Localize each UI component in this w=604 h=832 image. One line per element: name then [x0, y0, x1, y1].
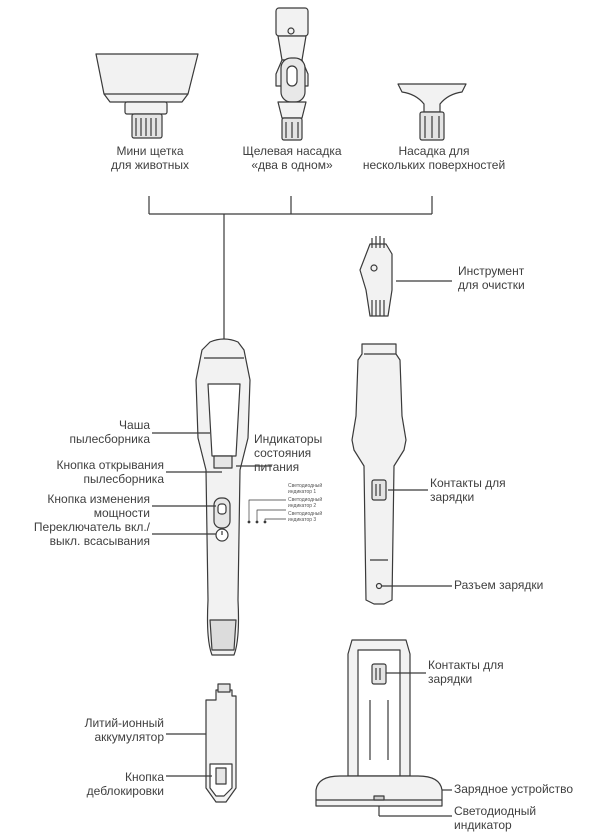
label-mini-brush [92, 144, 208, 172]
label-line: Переключатель вкл./ [33, 520, 150, 534]
label-charge-contacts-back [430, 476, 506, 504]
label-line: Контакты для [428, 658, 504, 672]
cleaning-tool [360, 236, 452, 316]
label-line: пылесборника [69, 432, 150, 446]
label-line: зарядки [430, 490, 475, 504]
label-power-mode [20, 492, 150, 520]
label-line: индикатор 3 [288, 517, 317, 523]
label-line: Чаша [119, 418, 150, 432]
label-line: нескольких поверхностей [362, 158, 506, 172]
label-battery [40, 716, 164, 744]
label-line: Разъем зарядки [454, 578, 544, 592]
label-led-2 [288, 497, 322, 509]
label-line: Инструмент [458, 264, 525, 278]
label-line: Индикаторы [254, 432, 323, 446]
multi-surface-attachment [398, 84, 466, 140]
label-crevice [226, 144, 358, 172]
label-led-1 [288, 483, 322, 495]
label-bowl-open [20, 458, 164, 486]
label-line: индикатор [454, 818, 512, 832]
label-led-3 [288, 511, 322, 523]
label-line: Кнопка открывания [56, 458, 164, 472]
label-line: Зарядное устройство [454, 782, 574, 796]
label-line: Контакты для [430, 476, 506, 490]
label-line: «два в одном» [251, 158, 333, 172]
led-leader-lines [249, 500, 286, 522]
battery-pack [166, 684, 236, 802]
label-line: для очистки [458, 278, 525, 292]
vacuum-front [196, 339, 250, 655]
label-line: Насадка для [398, 144, 470, 158]
label-multi-surface [356, 144, 512, 172]
label-line: зарядки [428, 672, 473, 686]
label-line: Кнопка [125, 770, 164, 784]
label-bowl [60, 418, 150, 446]
label-charge-port [454, 578, 543, 592]
label-line: аккумулятор [94, 730, 164, 744]
label-line: деблокировки [86, 784, 164, 798]
label-charge-contacts-base [428, 658, 504, 686]
label-charger [454, 782, 573, 796]
label-line: Светодиодный [288, 511, 323, 517]
label-line: индикатор 1 [288, 489, 317, 495]
label-line: пылесборника [83, 472, 164, 486]
label-line: Литий-ионный [84, 716, 164, 730]
label-line: состояния [254, 446, 312, 460]
label-line: выкл. всасывания [49, 534, 150, 548]
label-cleaning-tool [458, 264, 525, 292]
label-on-off [4, 520, 150, 548]
label-line: питания [254, 460, 300, 474]
label-line: Щелевая насадка [242, 144, 342, 158]
vacuum-back [352, 344, 452, 604]
label-release [40, 770, 164, 798]
label-led-indicator [454, 804, 536, 832]
label-line: для животных [111, 158, 189, 172]
label-line: Мини щетка [116, 144, 184, 158]
label-status-indicator [254, 432, 322, 474]
label-line: Кнопка изменения [47, 492, 150, 506]
crevice-attachment [276, 8, 308, 140]
label-line: индикатор 2 [288, 503, 317, 509]
label-line: Светодиодный [288, 483, 323, 489]
mini-brush-attachment [96, 54, 198, 138]
label-line: Светодиодный [454, 804, 537, 818]
label-line: Светодиодный [288, 497, 323, 503]
label-line: мощности [93, 506, 150, 520]
